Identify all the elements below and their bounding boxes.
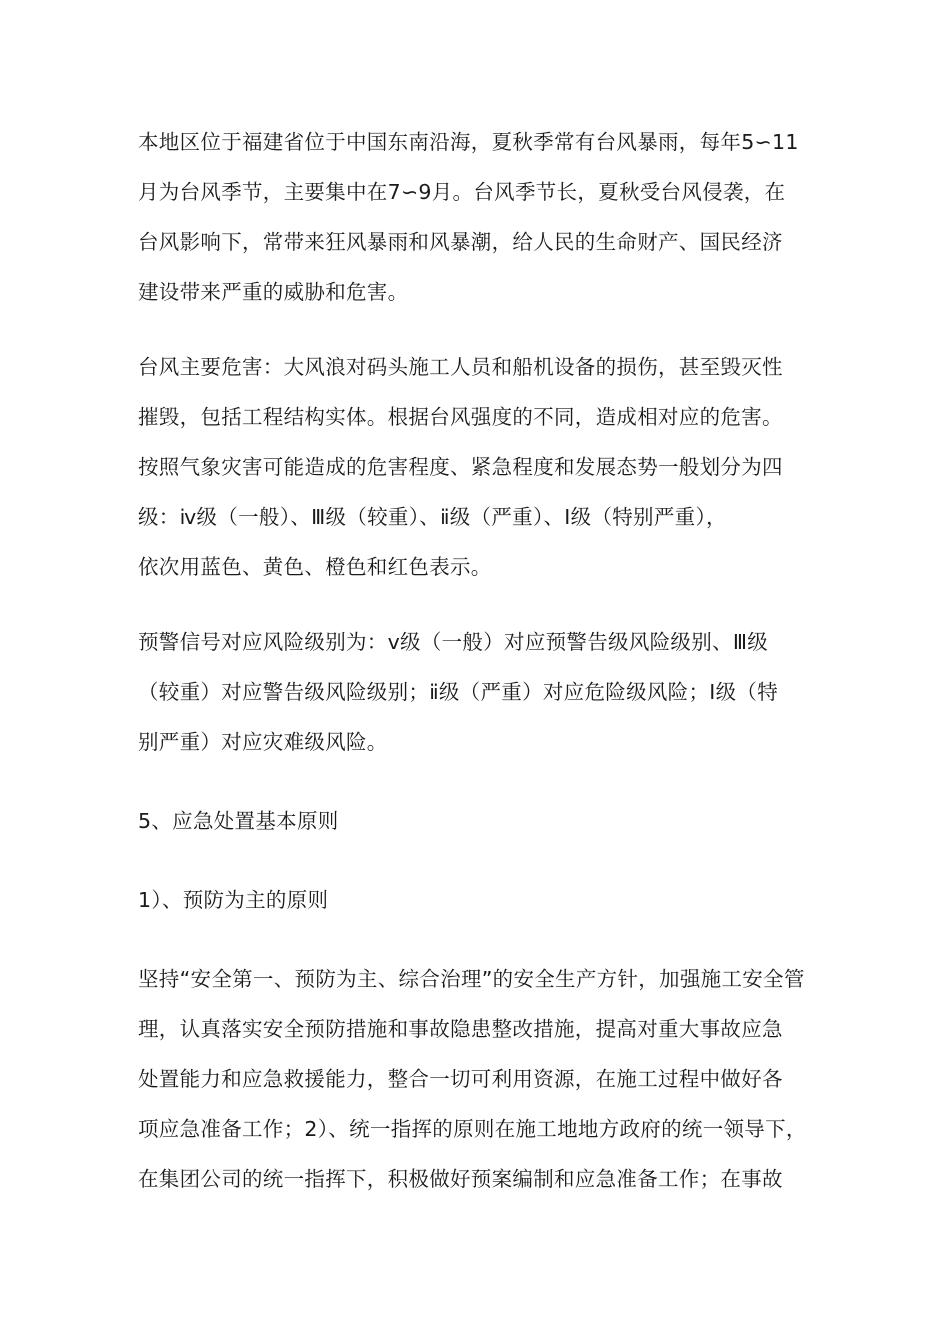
text-line: 按照气象灾害可能造成的危害程度、紧急程度和发展态势一般划分为四 bbox=[138, 455, 783, 479]
text-line: 依次用蓝色、黄色、橙色和红色表示。 bbox=[138, 555, 492, 579]
heading-prevention-principle: 1）、预防为主的原则 bbox=[138, 888, 329, 912]
paragraph-typhoon-region bbox=[138, 117, 822, 317]
paragraph-typhoon-hazards bbox=[138, 342, 822, 592]
section-heading bbox=[138, 796, 822, 846]
paragraph-safety-policy bbox=[138, 954, 822, 1204]
text-line: 级：ⅳ级（一般）、Ⅲ级（较重）、ⅱ级（严重）、Ⅰ级（特别严重）， bbox=[138, 505, 727, 529]
text-line: 建设带来严重的威胁和危害。 bbox=[138, 280, 409, 304]
text-line: 预警信号对应风险级别为：ⅴ级（一般）对应预警告级风险级别、Ⅲ级 bbox=[138, 630, 769, 654]
document-body bbox=[138, 117, 822, 1204]
text-line: 别严重）对应灾难级风险。 bbox=[138, 730, 388, 754]
text-line: 本地区位于福建省位于中国东南沿海，夏秋季常有台风暴雨，每年5∽11 bbox=[138, 130, 799, 154]
text-line: 月为台风季节，主要集中在7∽9月。台风季节长，夏秋受台风侵袭，在 bbox=[138, 180, 786, 204]
text-line: 台风主要危害：大风浪对码头施工人员和船机设备的损伤，甚至毁灭性 bbox=[138, 355, 783, 379]
text-line: 在集团公司的统一指挥下，积极做好预案编制和应急准备工作；在事故 bbox=[138, 1167, 783, 1191]
text-line: 坚持“安全第一、预防为主、综合治理”的安全生产方针，加强施工安全管 bbox=[138, 967, 805, 991]
paragraph-warning-levels bbox=[138, 617, 822, 767]
text-line: 处置能力和应急救援能力，整合一切可利用资源，在施工过程中做好各 bbox=[138, 1067, 783, 1091]
heading-emergency-principles: 5、应急处置基本原则 bbox=[138, 809, 339, 833]
text-line: 摧毁，包括工程结构实体。根据台风强度的不同，造成相对应的危害。 bbox=[138, 405, 783, 429]
subsection-heading bbox=[138, 875, 822, 925]
text-line: 项应急准备工作；2）、统一指挥的原则在施工地地方政府的统一领导下， bbox=[138, 1117, 807, 1141]
text-line: （较重）对应警告级风险级别；ⅱ级（严重）对应危险级风险；Ⅰ级（特 bbox=[138, 680, 779, 704]
text-line: 台风影响下，常带来狂风暴雨和风暴潮，给人民的生命财产、国民经济 bbox=[138, 230, 783, 254]
text-line: 理，认真落实安全预防措施和事故隐患整改措施，提高对重大事故应急 bbox=[138, 1017, 783, 1041]
